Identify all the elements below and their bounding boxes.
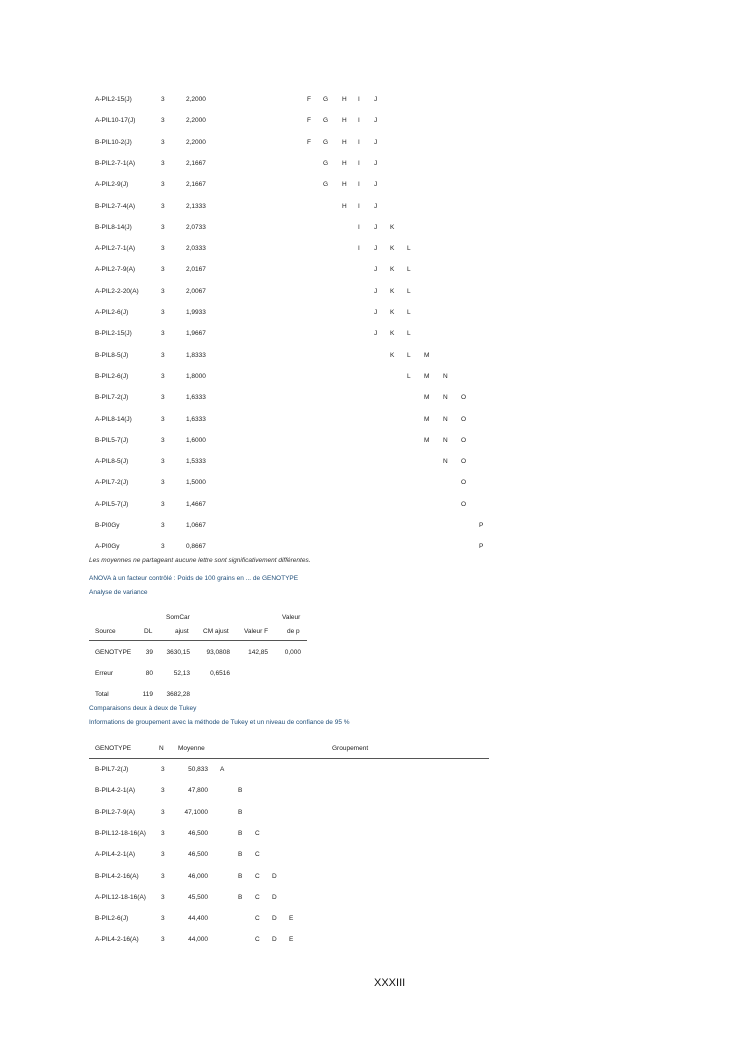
mean-cell: 2,0333	[186, 245, 206, 253]
genotype-cell: B-PIL8-5(J)	[95, 351, 129, 359]
group-letter: L	[407, 309, 411, 316]
genotype-cell: A-PIL2-6(J)	[95, 309, 129, 316]
mean-cell: 50,833	[188, 766, 208, 773]
genotype-cell: A-PIL2-9(J)	[95, 181, 129, 189]
group-letter: O	[461, 394, 467, 402]
group-letter: B	[238, 851, 243, 859]
significance-note: Les moyennes ne partageant aucune lettre sont significativement différentes.	[89, 557, 311, 564]
group-letter: H	[342, 138, 347, 146]
mean-cell: 2,0067	[186, 287, 206, 295]
group-letter: C	[255, 893, 260, 901]
group-letter: M	[424, 436, 430, 444]
genotype-cell: A-PIL2-7-1(A)	[95, 245, 136, 253]
table-row	[0, 309, 745, 319]
group-letter: M	[424, 394, 430, 402]
table-row	[0, 809, 745, 819]
anova-cell-sc: 3630,15	[166, 649, 190, 656]
group-letter: J	[374, 117, 378, 125]
group-letter: D	[272, 893, 277, 901]
anova-subtitle: Analyse de variance	[89, 589, 148, 596]
mean-cell: 47,1000	[184, 808, 208, 816]
tukey-title: Comparaisons deux à deux de Tukey	[89, 705, 197, 712]
mean-cell: 2,2000	[186, 117, 206, 125]
n-cell: 3	[161, 522, 165, 529]
n-cell: 3	[161, 543, 165, 551]
group-letter: G	[323, 96, 329, 103]
anova-cell-sc: 52,13	[173, 670, 190, 677]
anova-header-p-2: de p	[287, 628, 300, 635]
n-cell: 3	[161, 202, 165, 210]
group-letter: I	[358, 159, 360, 167]
group-letter: I	[358, 223, 360, 231]
anova-cell-dl: 39	[145, 649, 153, 656]
group-letter: I	[358, 138, 360, 146]
mean-cell: 1,5333	[186, 458, 206, 466]
genotype-cell: A-PIL10-17(J)	[95, 117, 136, 125]
group-letter: G	[323, 181, 329, 189]
table-row	[0, 501, 745, 511]
group-letter: J	[374, 330, 378, 338]
n-cell: 3	[161, 829, 165, 837]
table2-header-n: N	[159, 745, 164, 752]
group-letter: P	[479, 543, 484, 551]
n-cell: 3	[161, 436, 165, 444]
group-letter: K	[390, 223, 395, 231]
group-letter: C	[255, 872, 260, 880]
group-letter: G	[323, 159, 329, 167]
n-cell: 3	[161, 96, 165, 103]
n-cell: 3	[161, 181, 165, 189]
genotype-cell: A-PIL8-5(J)	[95, 458, 129, 466]
table-row	[0, 851, 745, 861]
group-letter: L	[407, 372, 411, 380]
mean-cell: 44,400	[188, 915, 208, 923]
mean-cell: 46,500	[188, 829, 208, 837]
group-letter: L	[407, 266, 411, 274]
group-letter: P	[479, 522, 484, 529]
table-row	[0, 330, 745, 340]
genotype-cell: A-PIL2-2-20(A)	[95, 287, 139, 295]
group-letter: N	[443, 372, 448, 380]
group-letter: O	[461, 415, 467, 423]
genotype-cell: B-PI0Gy	[95, 522, 120, 529]
n-cell: 3	[161, 309, 165, 316]
group-letter: J	[374, 159, 378, 167]
group-letter: L	[407, 287, 411, 295]
genotype-cell: A-PIL5-7(J)	[95, 500, 129, 508]
group-letter: B	[238, 872, 243, 880]
n-cell: 3	[161, 351, 165, 359]
genotype-cell: B-PIL2-7-4(A)	[95, 202, 136, 210]
mean-cell: 1,8000	[186, 372, 206, 380]
group-letter: J	[374, 181, 378, 189]
anova-cell-cm: 0,6516	[210, 670, 230, 677]
anova-row	[0, 670, 745, 680]
group-letter: L	[407, 245, 411, 253]
group-letter: K	[390, 330, 395, 338]
group-letter: M	[424, 351, 430, 359]
anova-header-rule	[89, 640, 307, 641]
group-letter: O	[461, 436, 467, 444]
anova-row	[0, 691, 745, 701]
group-letter: O	[461, 458, 467, 466]
n-cell: 3	[161, 372, 165, 380]
genotype-cell: B-PIL2-7-1(A)	[95, 159, 136, 167]
table-row	[0, 139, 745, 149]
table-row	[0, 915, 745, 925]
group-letter: K	[390, 266, 395, 274]
genotype-cell: B-PIL2-6(J)	[95, 372, 129, 380]
genotype-cell: A-PIL2-15(J)	[95, 96, 132, 103]
group-letter: J	[374, 96, 378, 103]
group-letter: D	[272, 936, 277, 944]
n-cell: 3	[161, 330, 165, 338]
group-letter: I	[358, 181, 360, 189]
group-letter: K	[390, 309, 395, 316]
anova-header-dl: DL	[144, 628, 153, 635]
group-letter: H	[342, 159, 347, 167]
mean-cell: 1,6000	[186, 436, 206, 444]
n-cell: 3	[161, 936, 165, 944]
group-letter: I	[358, 117, 360, 125]
group-letter: B	[238, 787, 243, 795]
table-row	[0, 288, 745, 298]
group-letter: J	[374, 287, 378, 295]
table-row	[0, 117, 745, 127]
genotype-cell: B-PIL7-2(J)	[95, 394, 129, 402]
genotype-cell: B-PIL10-2(J)	[95, 138, 132, 146]
mean-cell: 46,500	[188, 851, 208, 859]
group-letter: J	[374, 202, 378, 210]
anova-cell-dl: 119	[142, 691, 153, 698]
group-letter: F	[307, 138, 311, 146]
group-letter: N	[443, 458, 448, 466]
group-letter: O	[461, 479, 467, 487]
group-letter: C	[255, 851, 260, 859]
mean-cell: 45,500	[188, 893, 208, 901]
n-cell: 3	[161, 479, 165, 487]
genotype-cell: A-PI0Gy	[95, 543, 120, 551]
group-letter: K	[390, 245, 395, 253]
mean-cell: 44,000	[188, 936, 208, 944]
table-row	[0, 181, 745, 191]
table-row	[0, 543, 745, 553]
mean-cell: 2,1667	[186, 181, 206, 189]
mean-cell: 1,5000	[186, 479, 206, 487]
group-letter: G	[323, 117, 329, 125]
group-letter: H	[342, 96, 347, 103]
mean-cell: 2,2000	[186, 96, 206, 103]
anova-header-somcar-ajust: ajust	[175, 628, 189, 635]
mean-cell: 2,1333	[186, 202, 206, 210]
table-row	[0, 479, 745, 489]
group-letter: J	[374, 223, 378, 231]
table-row	[0, 766, 745, 776]
genotype-cell: B-PIL12-18-16(A)	[95, 829, 146, 837]
table2-header-rule	[89, 758, 489, 759]
group-letter: H	[342, 181, 347, 189]
n-cell: 3	[161, 500, 165, 508]
n-cell: 3	[161, 893, 165, 901]
group-letter: E	[289, 936, 294, 944]
table-row	[0, 830, 745, 840]
group-letter: D	[272, 872, 277, 880]
tukey-subtitle: Informations de groupement avec la méthode de Tukey et un niveau de confiance de 95 %	[89, 719, 350, 726]
group-letter: N	[443, 415, 448, 423]
table-row	[0, 394, 745, 404]
group-letter: G	[323, 138, 329, 146]
group-letter: K	[390, 351, 395, 359]
anova-cell-p: 0,000	[284, 649, 301, 656]
table2-header-genotype: GENOTYPE	[95, 745, 132, 752]
group-letter: J	[374, 138, 378, 146]
anova-cell-f: 142,85	[248, 649, 268, 656]
genotype-cell: B-PIL7-2(J)	[95, 766, 129, 773]
anova-row	[0, 649, 745, 659]
anova-header-source: Source	[95, 628, 116, 635]
table-row	[0, 458, 745, 468]
genotype-cell: B-PIL8-14(J)	[95, 223, 132, 231]
n-cell: 3	[161, 851, 165, 859]
table2-header-mean: Moyenne	[178, 745, 205, 752]
n-cell: 3	[161, 266, 165, 274]
group-letter: K	[390, 287, 395, 295]
anova-cell-source: Total	[95, 691, 109, 698]
mean-cell: 46,000	[188, 872, 208, 880]
genotype-cell: A-PIL4-2-1(A)	[95, 851, 136, 859]
group-letter: C	[255, 829, 260, 837]
genotype-cell: B-PIL2-7-9(A)	[95, 808, 136, 816]
mean-cell: 0,8667	[186, 543, 206, 551]
mean-cell: 1,9933	[186, 309, 206, 316]
table-row	[0, 894, 745, 904]
table-row	[0, 522, 745, 532]
n-cell: 3	[161, 394, 165, 402]
anova-cell-cm: 93,0808	[206, 649, 230, 656]
n-cell: 3	[161, 915, 165, 923]
group-letter: C	[255, 936, 260, 944]
group-letter: B	[238, 808, 243, 816]
genotype-cell: B-PIL2-6(J)	[95, 915, 129, 923]
n-cell: 3	[161, 415, 165, 423]
table-row	[0, 96, 745, 106]
group-letter: C	[255, 915, 260, 923]
mean-cell: 1,8333	[186, 351, 206, 359]
n-cell: 3	[161, 159, 165, 167]
genotype-cell: A-PIL4-2-16(A)	[95, 936, 139, 944]
table-row	[0, 936, 745, 946]
mean-cell: 1,6333	[186, 415, 206, 423]
genotype-cell: A-PIL8-14(J)	[95, 415, 132, 423]
group-letter: L	[407, 351, 411, 359]
group-letter: I	[358, 202, 360, 210]
genotype-cell: A-PIL2-7-9(A)	[95, 266, 136, 274]
table-row	[0, 203, 745, 213]
n-cell: 3	[161, 766, 165, 773]
n-cell: 3	[161, 117, 165, 125]
mean-cell: 1,0667	[186, 522, 206, 529]
n-cell: 3	[161, 787, 165, 795]
table-row	[0, 373, 745, 383]
table-row	[0, 224, 745, 234]
anova-header-p: Valeur	[282, 614, 301, 621]
table-row	[0, 416, 745, 426]
group-letter: L	[407, 330, 411, 338]
table-row	[0, 873, 745, 883]
group-letter: F	[307, 117, 311, 125]
group-letter: O	[461, 500, 467, 508]
genotype-cell: A-PIL12-18-16(A)	[95, 893, 146, 901]
group-letter: B	[238, 893, 243, 901]
group-letter: H	[342, 202, 347, 210]
n-cell: 3	[161, 872, 165, 880]
group-letter: I	[358, 96, 360, 103]
group-letter: H	[342, 117, 347, 125]
n-cell: 3	[161, 223, 165, 231]
mean-cell: 2,0167	[186, 266, 206, 274]
anova-header-f: Valeur F	[244, 628, 269, 635]
genotype-cell: A-PIL7-2(J)	[95, 479, 129, 487]
n-cell: 3	[161, 808, 165, 816]
mean-cell: 2,1667	[186, 159, 206, 167]
page-number: XXXIII	[374, 977, 406, 989]
group-letter: N	[443, 436, 448, 444]
anova-header-somcar: SomCar	[166, 614, 190, 621]
mean-cell: 1,4667	[186, 500, 206, 508]
n-cell: 3	[161, 138, 165, 146]
n-cell: 3	[161, 245, 165, 253]
group-letter: N	[443, 394, 448, 402]
group-letter: E	[289, 915, 294, 923]
group-letter: J	[374, 245, 378, 253]
table-row	[0, 266, 745, 276]
group-letter: M	[424, 415, 430, 423]
group-letter: M	[424, 372, 430, 380]
mean-cell: 1,9667	[186, 330, 206, 338]
table2-header-group: Groupement	[332, 745, 369, 752]
genotype-cell: B-PIL5-7(J)	[95, 436, 129, 444]
anova-header-cm: CM ajust	[203, 628, 229, 635]
anova-cell-source: Erreur	[95, 670, 114, 677]
table-row	[0, 160, 745, 170]
group-letter: B	[238, 829, 243, 837]
genotype-cell: B-PIL4-2-1(A)	[95, 787, 136, 795]
group-letter: I	[358, 245, 360, 253]
n-cell: 3	[161, 458, 165, 466]
mean-cell: 47,800	[188, 787, 208, 795]
anova-cell-dl: 80	[145, 670, 153, 677]
group-letter: D	[272, 915, 277, 923]
anova-cell-sc: 3682,28	[166, 691, 190, 698]
table-row	[0, 787, 745, 797]
group-letter: J	[374, 266, 378, 274]
group-letter: F	[307, 96, 311, 103]
mean-cell: 2,2000	[186, 138, 206, 146]
group-letter: J	[374, 309, 378, 316]
anova-title: ANOVA à un facteur contrôlé : Poids de 100 grains en ... de GENOTYPE	[89, 575, 299, 582]
table-row	[0, 437, 745, 447]
n-cell: 3	[161, 287, 165, 295]
table-row	[0, 245, 745, 255]
group-letter: A	[220, 766, 225, 773]
mean-cell: 1,6333	[186, 394, 206, 402]
genotype-cell: B-PIL4-2-16(A)	[95, 872, 139, 880]
anova-cell-source: GENOTYPE	[95, 649, 132, 656]
table-row	[0, 352, 745, 362]
mean-cell: 2,0733	[186, 223, 206, 231]
genotype-cell: B-PIL2-15(J)	[95, 330, 132, 338]
